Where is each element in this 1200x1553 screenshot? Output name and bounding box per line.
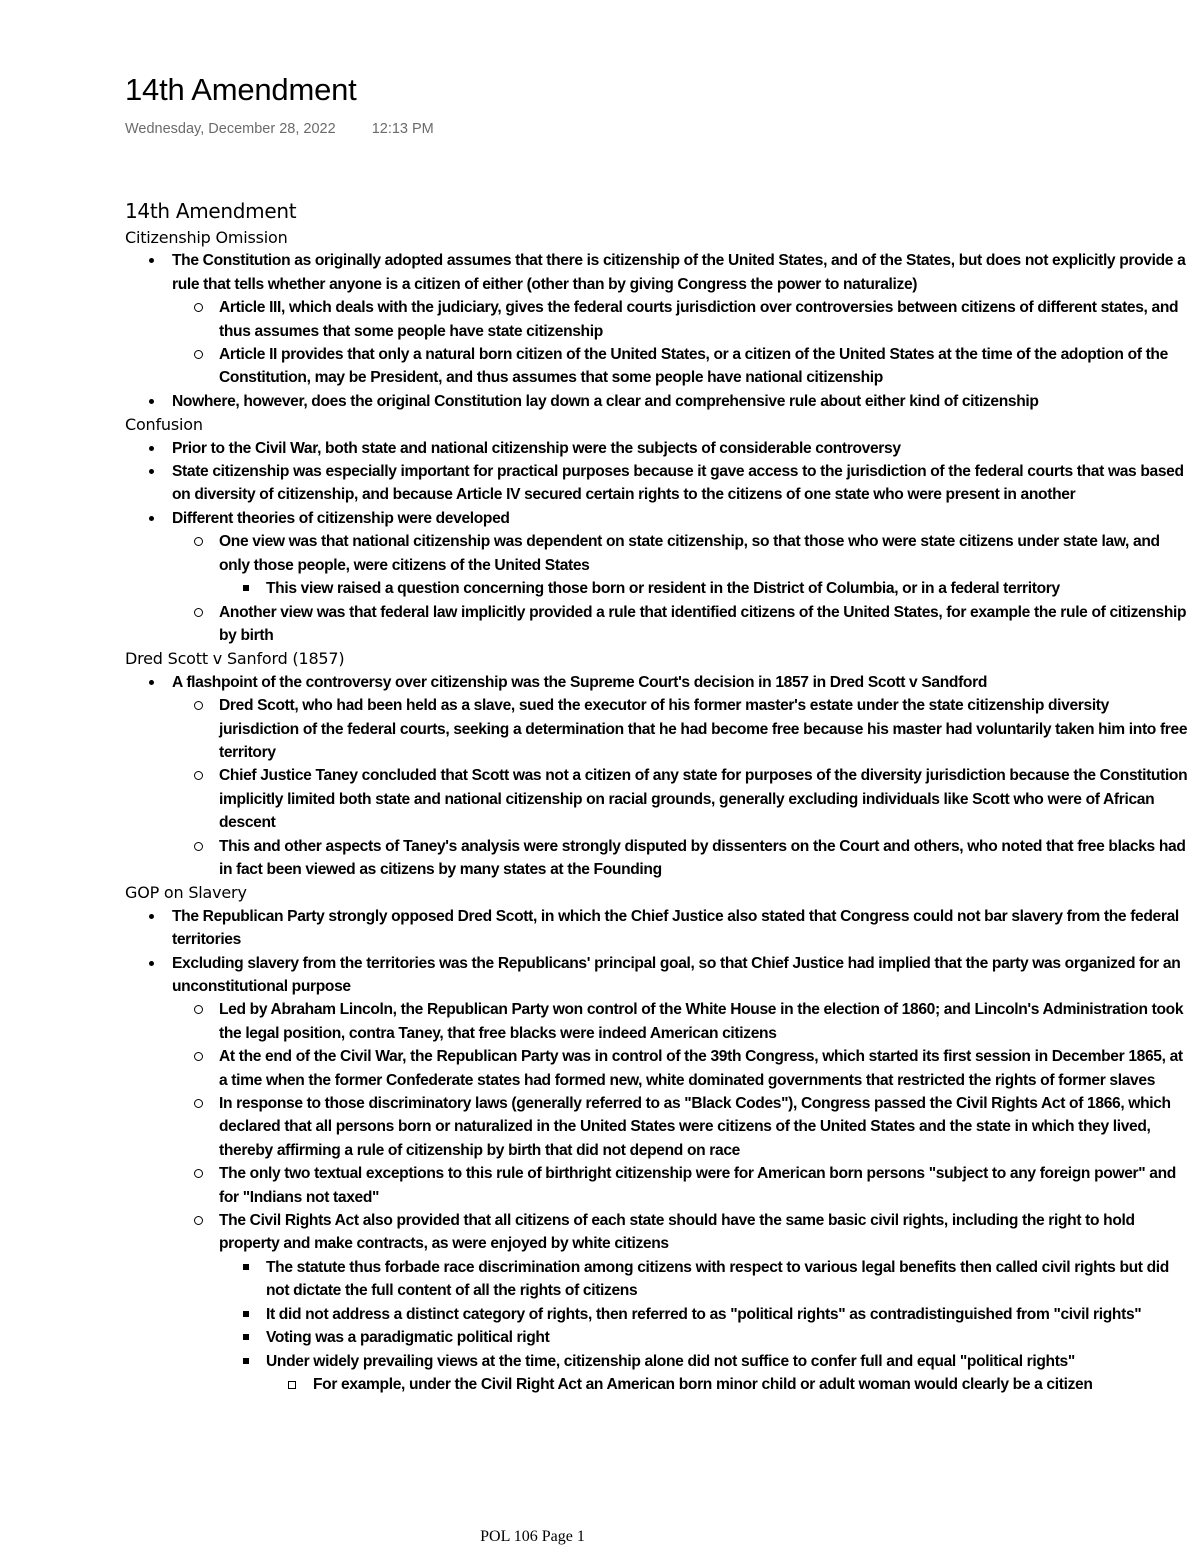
list-item <box>172 390 1190 413</box>
list-item <box>219 530 1190 577</box>
list-item <box>219 1209 1190 1256</box>
bullet-dot-icon <box>149 680 154 685</box>
bullet-dot-icon <box>149 961 154 966</box>
list-item-text: At the end of the Civil War, the Republican Party was in control of the 39th Congress, which started its first session in December 1865, at a time when the former Confederate states had formed new, white dominated governments that restricted the rights of former slaves <box>219 1048 1183 1089</box>
list-item-text: Led by Abraham Lincoln, the Republican Party won control of the White House in the election of 1860; and Lincoln's Administration took the legal position, contra Taney, that free blacks were indeed American citizens <box>219 1001 1184 1042</box>
list-item <box>172 249 1190 296</box>
list-item <box>172 671 1190 694</box>
list-item <box>219 694 1190 764</box>
list-item <box>266 1256 1190 1303</box>
list-item <box>219 1162 1190 1209</box>
list-item <box>172 460 1190 507</box>
list-item-text: Article II provides that only a natural born citizen of the United States, or a citizen of the United States at the time of the adoption of the Constitution, may be President, and thus assumes that some people have national citizenship <box>219 346 1168 387</box>
list-item-text: Excluding slavery from the territories was the Republicans' principal goal, so that Chief Justice had implied that the party was organized for an unconstitutional purpose <box>172 954 1181 995</box>
bullet-circle-icon <box>194 350 203 359</box>
bullet-circle-icon <box>194 1005 203 1014</box>
list-item-text: The Civil Rights Act also provided that all citizens of each state should have the same basic civil rights, including the right to hold property and make contracts, as were enjoyed by white citizens <box>219 1212 1135 1253</box>
section-heading: Citizenship Omission <box>125 228 288 247</box>
list-item <box>219 1045 1190 1092</box>
bullet-circle-icon <box>194 1099 203 1108</box>
list-item-text: Prior to the Civil War, both state and national citizenship were the subjects of considerable controversy <box>172 439 901 457</box>
section-heading: Dred Scott v Sanford (1857) <box>125 649 345 669</box>
list-item <box>219 601 1190 648</box>
date-line <box>125 121 434 137</box>
list-item <box>172 437 1190 460</box>
list-item-text: Nowhere, however, does the original Constitution lay down a clear and comprehensive rule about either kind of citizenship <box>172 392 1039 410</box>
list-item-text: Another view was that federal law implicitly provided a rule that identified citizens of the United States, for example the rule of citizenship by birth <box>219 603 1187 644</box>
section-heading: GOP on Slavery <box>125 883 247 903</box>
list-item-text: State citizenship was especially important for practical purposes because it gave access to the jurisdiction of the federal courts that was based on diversity of citizenship, and because Article IV secured certain rights to the citizens of one state who were present in another <box>172 463 1184 504</box>
bullet-circle-icon <box>194 608 203 617</box>
list-item-text: This and other aspects of Taney's analysis were strongly disputed by dissenters on the Court and others, who noted that free blacks had in fact been viewed as citizens by many states at the Founding <box>219 837 1186 878</box>
list-item-text: In response to those discriminatory laws (generally referred to as "Black Codes"), Congress passed the Civil Rights Act of 1866, which declared that all persons born or naturalized in the United States were citizens of the United States and the state in which they lived, thereby affirming a rule of citizenship by birth that did not depend on race <box>219 1095 1171 1159</box>
list-item <box>266 577 1190 600</box>
list-item-text: For example, under the Civil Right Act an American born minor child or adult woman would clearly be a citizen <box>313 1375 1093 1393</box>
list-item <box>219 1092 1190 1162</box>
list-item <box>219 343 1190 390</box>
section-heading: Confusion <box>125 415 203 435</box>
list-item-text: A flashpoint of the controversy over citizenship was the Supreme Court's decision in 1857 in Dred Scott v Sandford <box>172 673 987 691</box>
bullet-circle-icon <box>194 842 203 851</box>
list-item <box>266 1350 1190 1373</box>
bullet-square-icon <box>243 1311 249 1317</box>
list-item-text: One view was that national citizenship was dependent on state citizenship, so that those who were state citizens under state law, and only those people, were citizens of the United States <box>219 533 1160 574</box>
bullet-circle-icon <box>194 303 203 312</box>
note-time: 12:13 PM <box>371 121 434 137</box>
sections <box>125 226 1190 1396</box>
list-item <box>219 835 1190 882</box>
bullet-circle-icon <box>194 1169 203 1178</box>
list-item-text: This view raised a question concerning those born or resident in the District of Columbia, or in a federal territory <box>266 580 1060 598</box>
list-item-text: The Constitution as originally adopted assumes that there is citizenship of the United States, and of the States, but does not explicitly provide a rule that tells whether anyone is a citizen of either (other than by giving Congress the power to naturalize) <box>172 252 1186 293</box>
list-item-text: It did not address a distinct category of rights, then referred to as "political rights" as contradistinguished from "civil rights" <box>266 1305 1142 1323</box>
bullet-dot-icon <box>149 516 154 521</box>
list-item <box>313 1373 1190 1396</box>
bullet-circle-icon <box>194 1052 203 1061</box>
list-item <box>266 1326 1190 1349</box>
list-item <box>172 507 1190 530</box>
list-item-text: The Republican Party strongly opposed Dred Scott, in which the Chief Justice also stated that Congress could not bar slavery from the federal territories <box>172 907 1179 949</box>
bullet-circle-icon <box>194 701 203 710</box>
list-item-text: Different theories of citizenship were developed <box>172 509 510 527</box>
page-footer: POL 106 Page 1 <box>480 1528 585 1545</box>
bullet-dot-icon <box>149 914 154 919</box>
list-item-text: Chief Justice Taney concluded that Scott was not a citizen of any state for purposes of the diversity jurisdiction because the Constitution implicitly limited both state and national citizenship on racial grounds, generally excluding individuals like Scott who were of African descent <box>219 767 1188 832</box>
list-item-text: The only two textual exceptions to this rule of birthright citizenship were for American born persons "subject to any foreign power" and for "Indians not taxed" <box>219 1165 1176 1206</box>
bullet-square-icon <box>243 1264 249 1270</box>
list-item-text: Under widely prevailing views at the time, citizenship alone did not suffice to confer full and equal "political rights" <box>266 1352 1075 1370</box>
list-item <box>172 952 1190 999</box>
list-item <box>266 1303 1190 1326</box>
bullet-dot-icon <box>149 258 154 263</box>
bullet-circle-icon <box>194 771 203 780</box>
bullet-square-icon <box>243 1358 249 1364</box>
list-item-text: Article III, which deals with the judiciary, gives the federal courts jurisdiction over controversies between citizens of different states, and thus assumes that some people have state citizenship <box>219 299 1179 340</box>
bullet-dot-icon <box>149 399 154 404</box>
content-heading: 14th Amendment <box>125 199 297 223</box>
bullet-square-icon <box>243 585 249 591</box>
list-item <box>219 998 1190 1045</box>
list-item-text: Dred Scott, who had been held as a slave, sued the executor of his former master's estate under the state citizenship diversity jurisdiction of the federal courts, seeking a determination that he had become free because his master had voluntarily taken him into free territory <box>219 697 1188 761</box>
page-title: 14th Amendment <box>125 72 357 107</box>
note-body <box>125 196 1190 1396</box>
bullet-hollow-square-icon <box>288 1381 296 1389</box>
bullet-dot-icon <box>149 469 154 474</box>
bullet-circle-icon <box>194 537 203 546</box>
list-item <box>219 296 1190 343</box>
bullet-circle-icon <box>194 1216 203 1225</box>
list-item-text: The statute thus forbade race discrimination among citizens with respect to various legal benefits then called civil rights but did not dictate the full content of all the rights of citizens <box>266 1258 1169 1300</box>
bullet-square-icon <box>243 1334 249 1340</box>
list-item <box>172 905 1190 952</box>
note-date: Wednesday, December 28, 2022 <box>125 121 336 137</box>
list-item-text: Voting was a paradigmatic political right <box>266 1329 550 1347</box>
bullet-dot-icon <box>149 446 154 451</box>
list-item <box>219 764 1190 834</box>
